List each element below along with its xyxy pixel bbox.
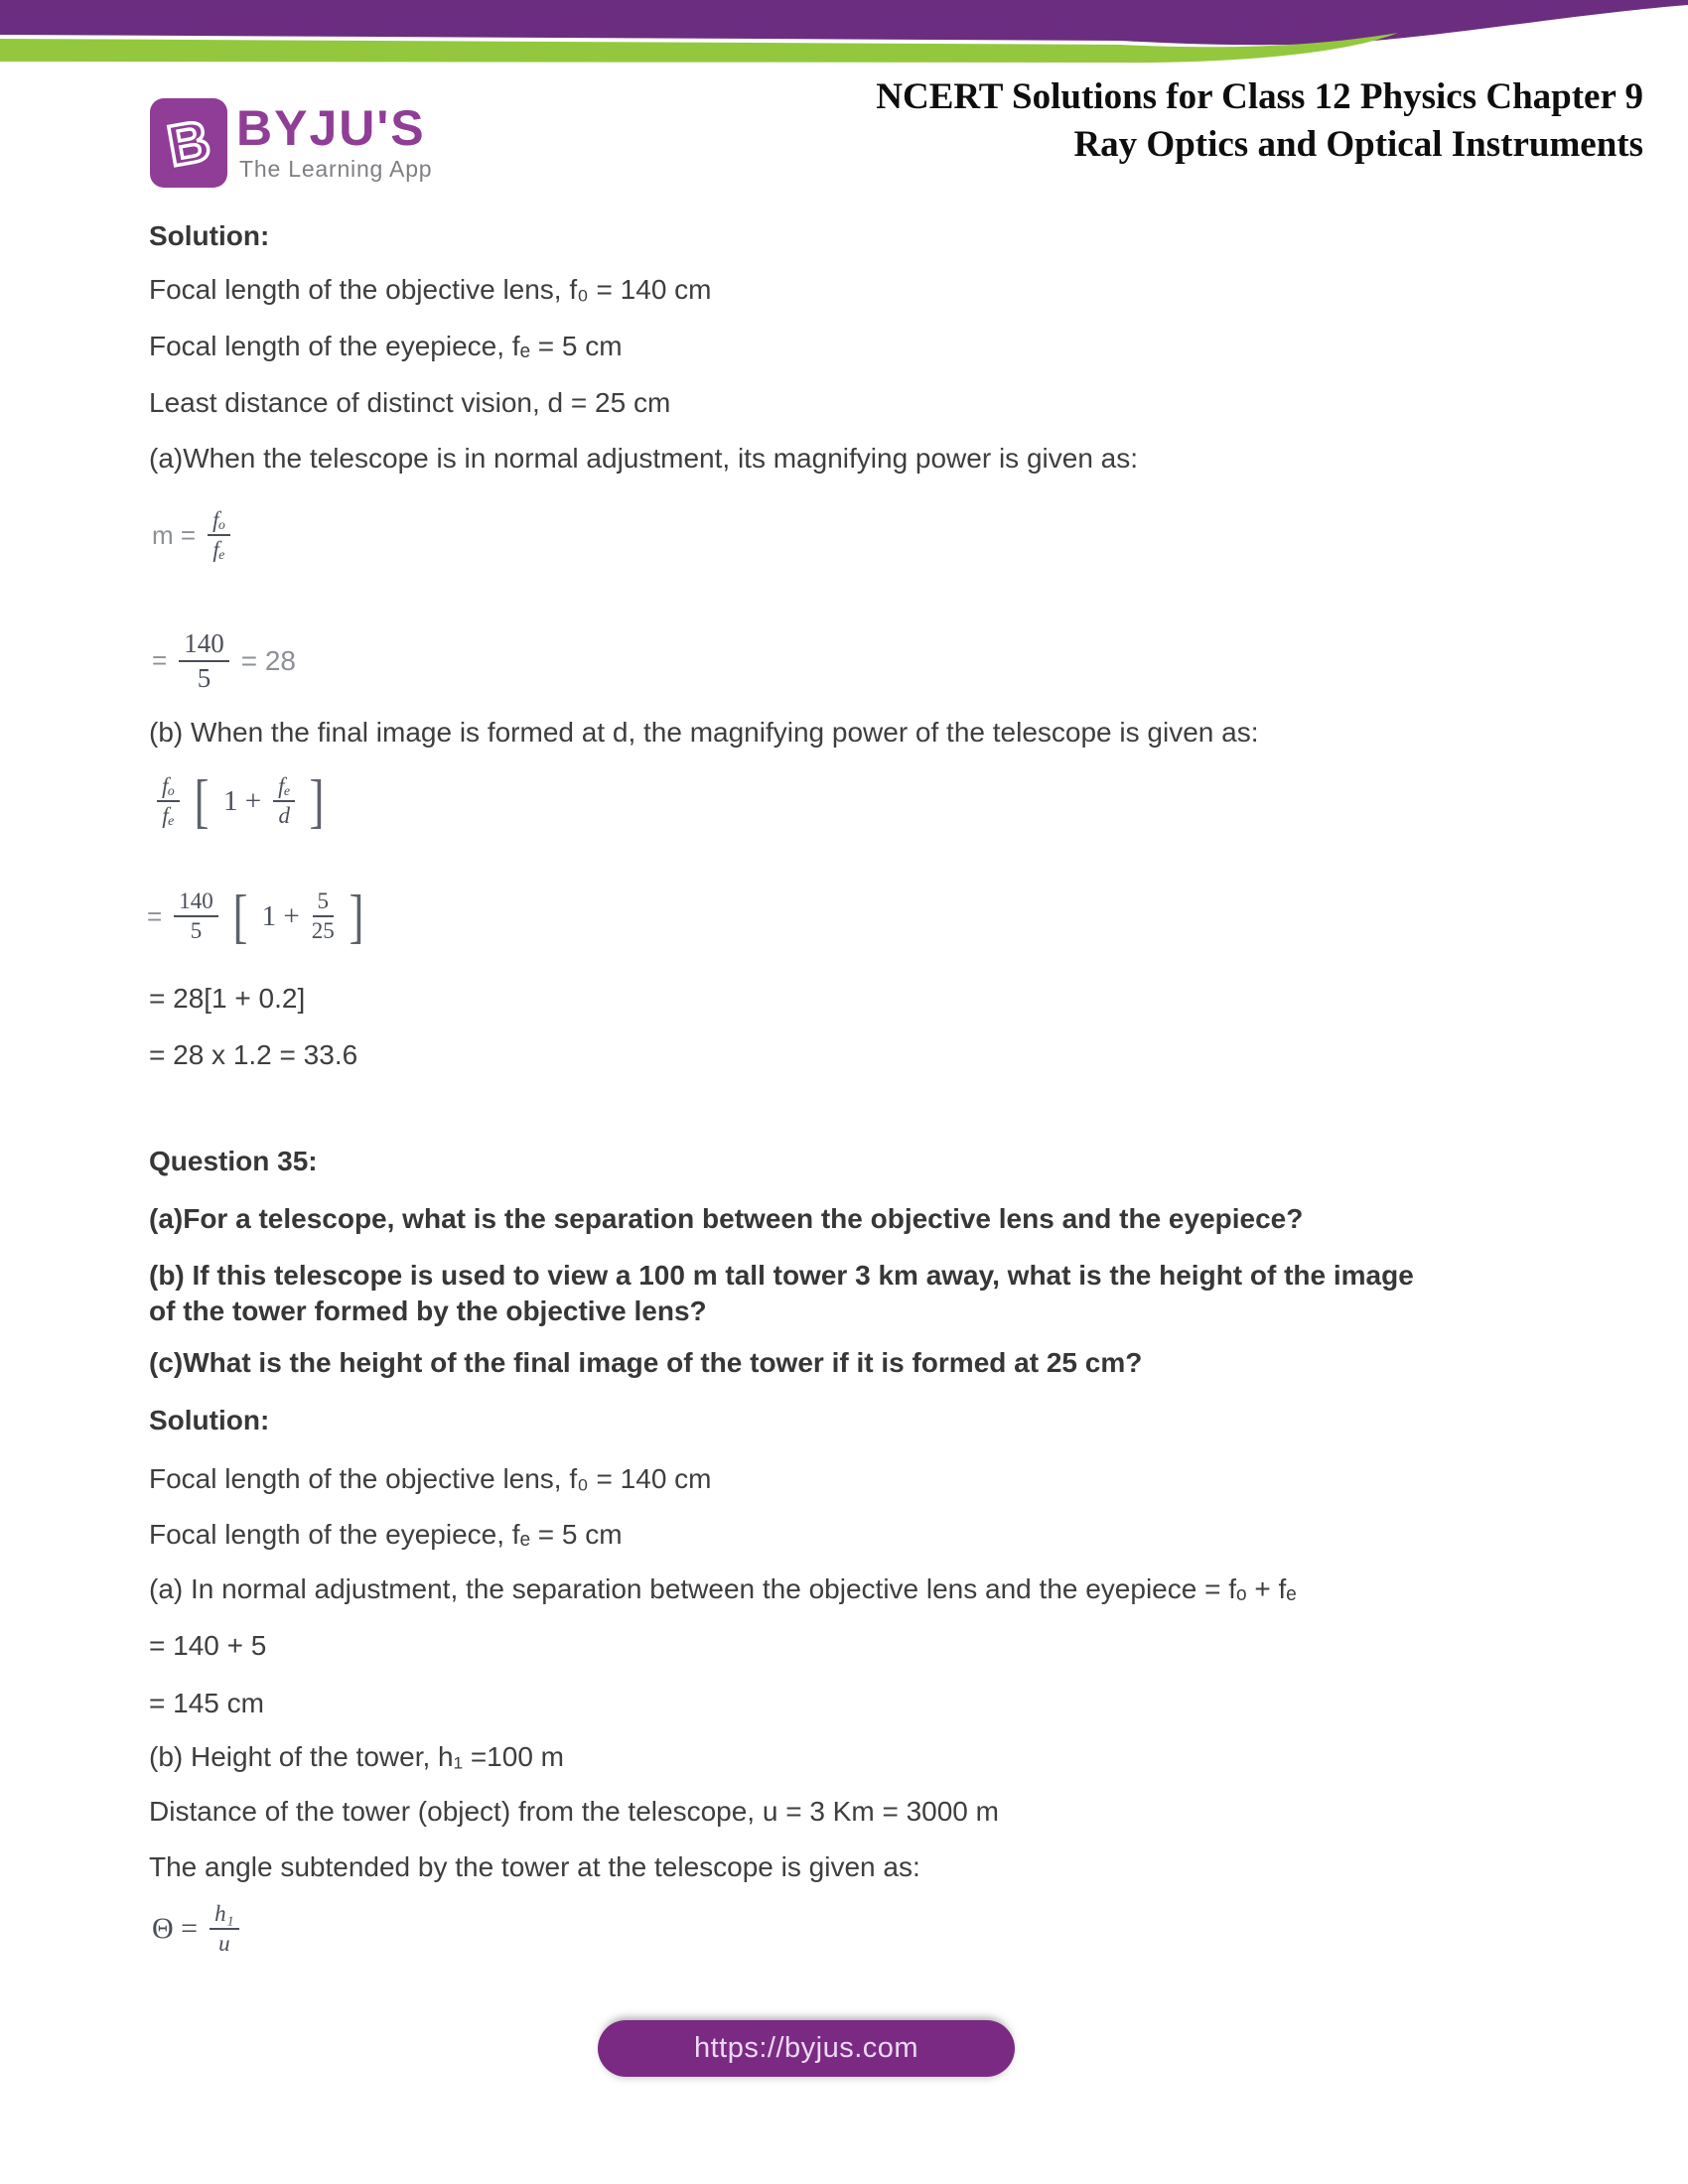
formula-magnifying-power [152,508,230,563]
formula-token: 1 + [222,784,262,817]
text-line: = 28 x 1.2 = 33.6 [149,1039,358,1070]
fraction: $\frac{140}{5}$ [174,889,218,944]
formula-angle-subtended [152,1902,239,1957]
right-bracket: ] [309,767,325,834]
question-part-a: (a)For a telescope, what is the separation between the objective lens and the eyepiece? [149,1203,1304,1234]
fraction: $\frac{\text{fₒ}}{\text{fₑ}}$ [157,774,180,829]
byjus-logo-icon [149,97,228,189]
question-part-b-line2: of the tower formed by the objective lens? [149,1296,707,1326]
fraction: $\frac{\text{fₒ}}{\text{fₑ}}$ [208,508,230,563]
formula-token: Θ = [152,1912,199,1946]
brand-tagline: The Learning App [239,156,433,182]
page-title-line2: Ray Optics and Optical Instruments [1073,124,1643,165]
byjus-url-button[interactable] [598,2020,1015,2077]
page-title-line1: NCERT Solutions for Class 12 Physics Chapter 9 [876,76,1643,117]
text-line: (b) Height of the tower, h₁ =100 m [149,1741,565,1772]
text-line: (a)When the telescope is in normal adjustment, its magnifying power is given as: [149,443,1139,474]
text-line: Focal length of the objective lens, f₀ = 140 cm [149,274,712,305]
formula-token: = [152,645,168,676]
text-line: Least distance of distinct vision, d = 25 cm [149,387,671,418]
fraction: $\frac{5}{25}$ [311,888,335,944]
question-heading: Question 35: [149,1146,318,1176]
formula-mp-at-d [157,767,327,834]
fraction: $\frac{\text{fₑ}}{d}$ [273,774,295,829]
byjus-url-label: https://byjus.com [693,2032,919,2064]
purple-band [0,0,1688,45]
text-line: Focal length of the objective lens, f₀ = 140 cm [149,1463,712,1494]
text-line: (a) In normal adjustment, the separation between the objective lens and the eyepiece = fₒ + fₑ [149,1573,1297,1604]
right-bracket: ] [349,883,364,949]
svg-text:B: B [162,107,215,180]
left-bracket: [ [194,767,210,834]
formula-token: 1 + [261,899,300,932]
question-part-b-line1: (b) If this telescope is used to view a 100 m tall tower 3 km away, what is the height of the image [149,1260,1414,1291]
brand-name: BYJU'S [236,100,426,156]
text-line: = 140 + 5 [149,1630,267,1661]
fraction: $\frac{140}{5}$ [179,629,229,692]
text-line: = 28[1 + 0.2] [149,983,306,1014]
page-title [876,73,1643,169]
question-part-c: (c)What is the height of the final image of the tower if it is formed at 25 cm? [149,1347,1143,1378]
formula-token: = 28 [240,644,296,676]
text-line: Focal length of the eyepiece, fₑ = 5 cm [149,1519,623,1550]
formula-mp-at-d-values [147,883,366,949]
formula-token: m = [152,519,197,550]
text-line: = 145 cm [149,1688,264,1718]
left-bracket: [ [232,883,248,949]
text-line: The angle subtended by the tower at the telescope is given as: [149,1851,920,1882]
text-line: (b) When the final image is formed at d, the magnifying power of the telescope is given as: [149,717,1259,748]
formula-magnification-value [152,629,296,692]
text-line: Distance of the tower (object) from the telescope, u = 3 Km = 3000 m [149,1796,999,1827]
fraction: $\frac{\text{h₁}}{u}$ [210,1902,239,1957]
formula-token: = [147,900,163,931]
text-line: Focal length of the eyepiece, fₑ = 5 cm [149,331,623,361]
header-swoosh-decoration [0,0,1688,79]
solution-heading: Solution: [149,1405,270,1435]
solution-heading: Solution: [149,220,270,251]
